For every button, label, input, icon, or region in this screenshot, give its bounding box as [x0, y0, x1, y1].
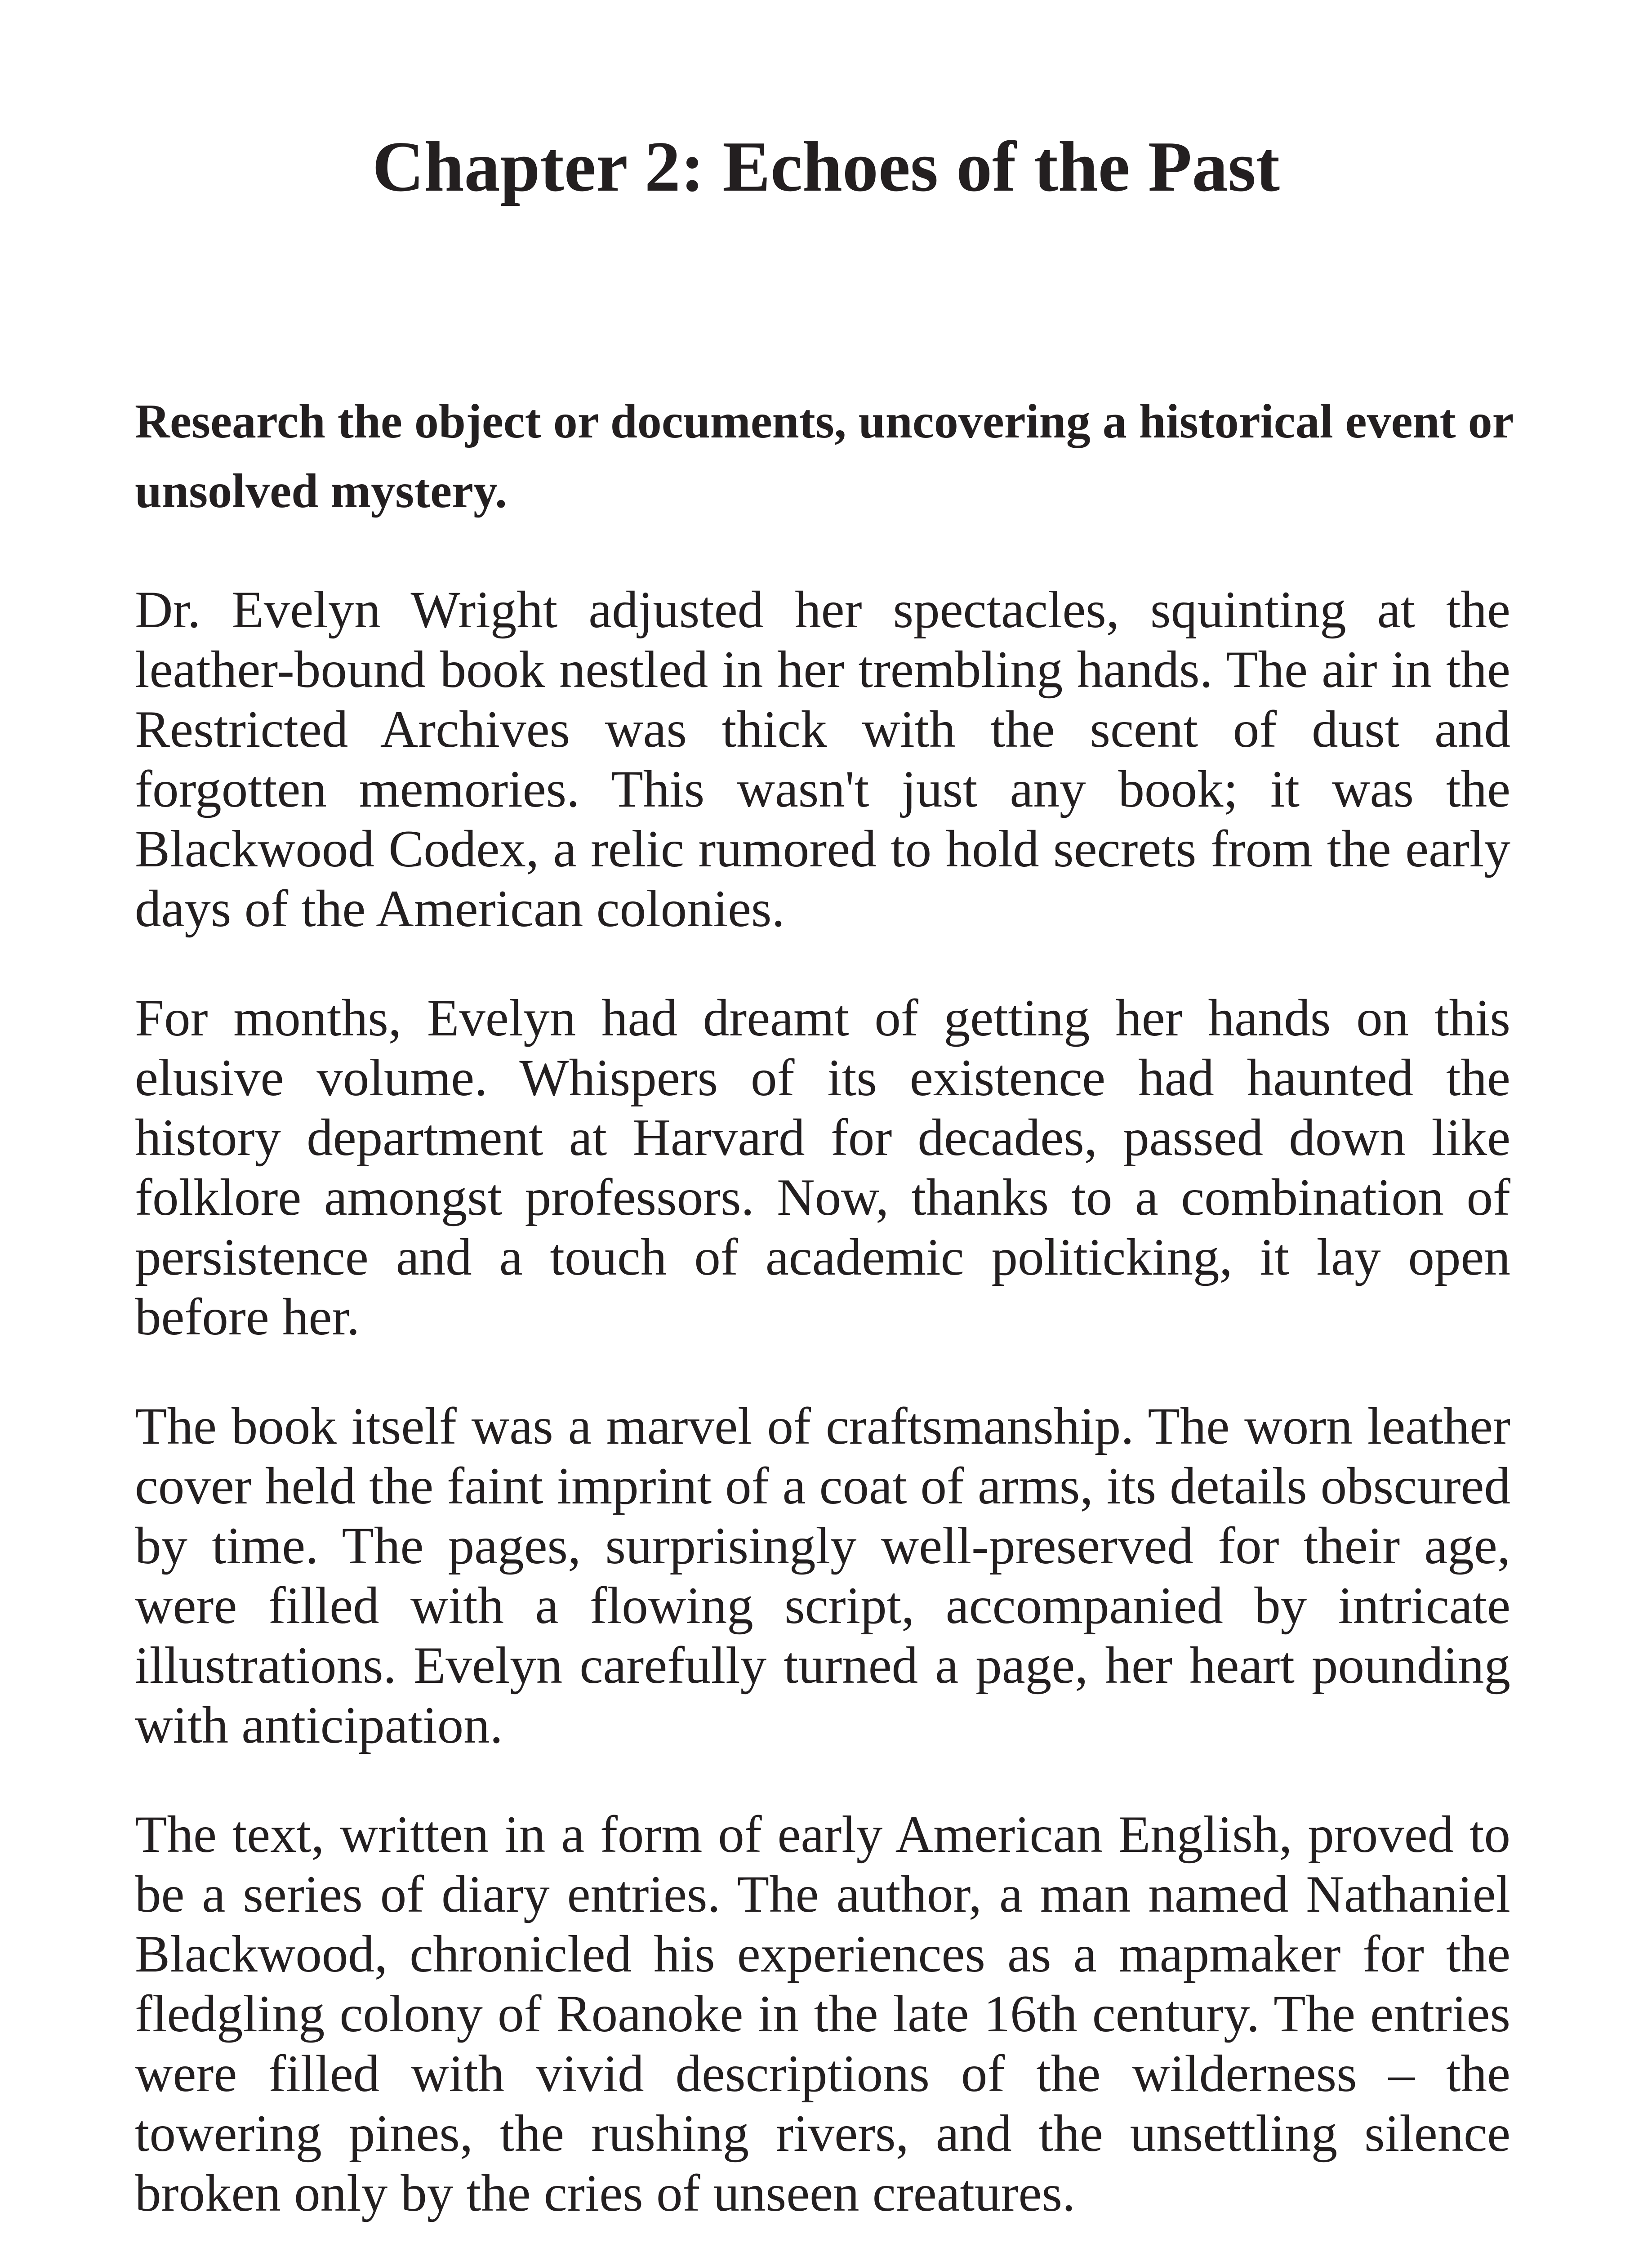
- paragraph-2: For months, Evelyn had dreamt of getting her hands on this elusive volume. Whispers of its existence had haunted the history department at Harvard for decades, passed down like folklore amongst professors. Now, thanks to a combination of persistence and a touch of academic politicking, it lay open before her.: [135, 989, 1510, 1346]
- section-subheading: Research the object or documents, uncovering a historical event or unsolved mystery.: [135, 395, 1513, 518]
- paragraph-1: Dr. Evelyn Wright adjusted her spectacles, squinting at the leather-bound book nestled in her trembling hands. The air in the Restricted Archives was thick with the scent of dust and forgotten memories. This wasn't just any book; it was the Blackwood Codex, a relic rumored to hold secrets from the early days of the American colonies.: [135, 581, 1510, 938]
- paragraph-3: The book itself was a marvel of craftsmanship. The worn leather cover held the faint imprint of a coat of arms, its details obscured by time. The pages, surprisingly well-preserved for their age, were filled with a flowing script, accompanied by intricate illustrations. Evelyn carefully turned a page, her heart pounding with anticipation.: [135, 1397, 1510, 1754]
- paragraph-4: The text, written in a form of early American English, proved to be a series of diary entries. The author, a man named Nathaniel Blackwood, chronicled his experiences as a mapmaker for the fledgling colony of Roanoke in the late 16th century. The entries were filled with vivid descriptions of the wilderness – the towering pines, the rushing rivers, and the unsettling silence broken only by the cries of unseen creatures.: [135, 1806, 1510, 2222]
- body-text: [135, 580, 1510, 2248]
- chapter-title: Chapter 2: Echoes of the Past: [372, 126, 1280, 206]
